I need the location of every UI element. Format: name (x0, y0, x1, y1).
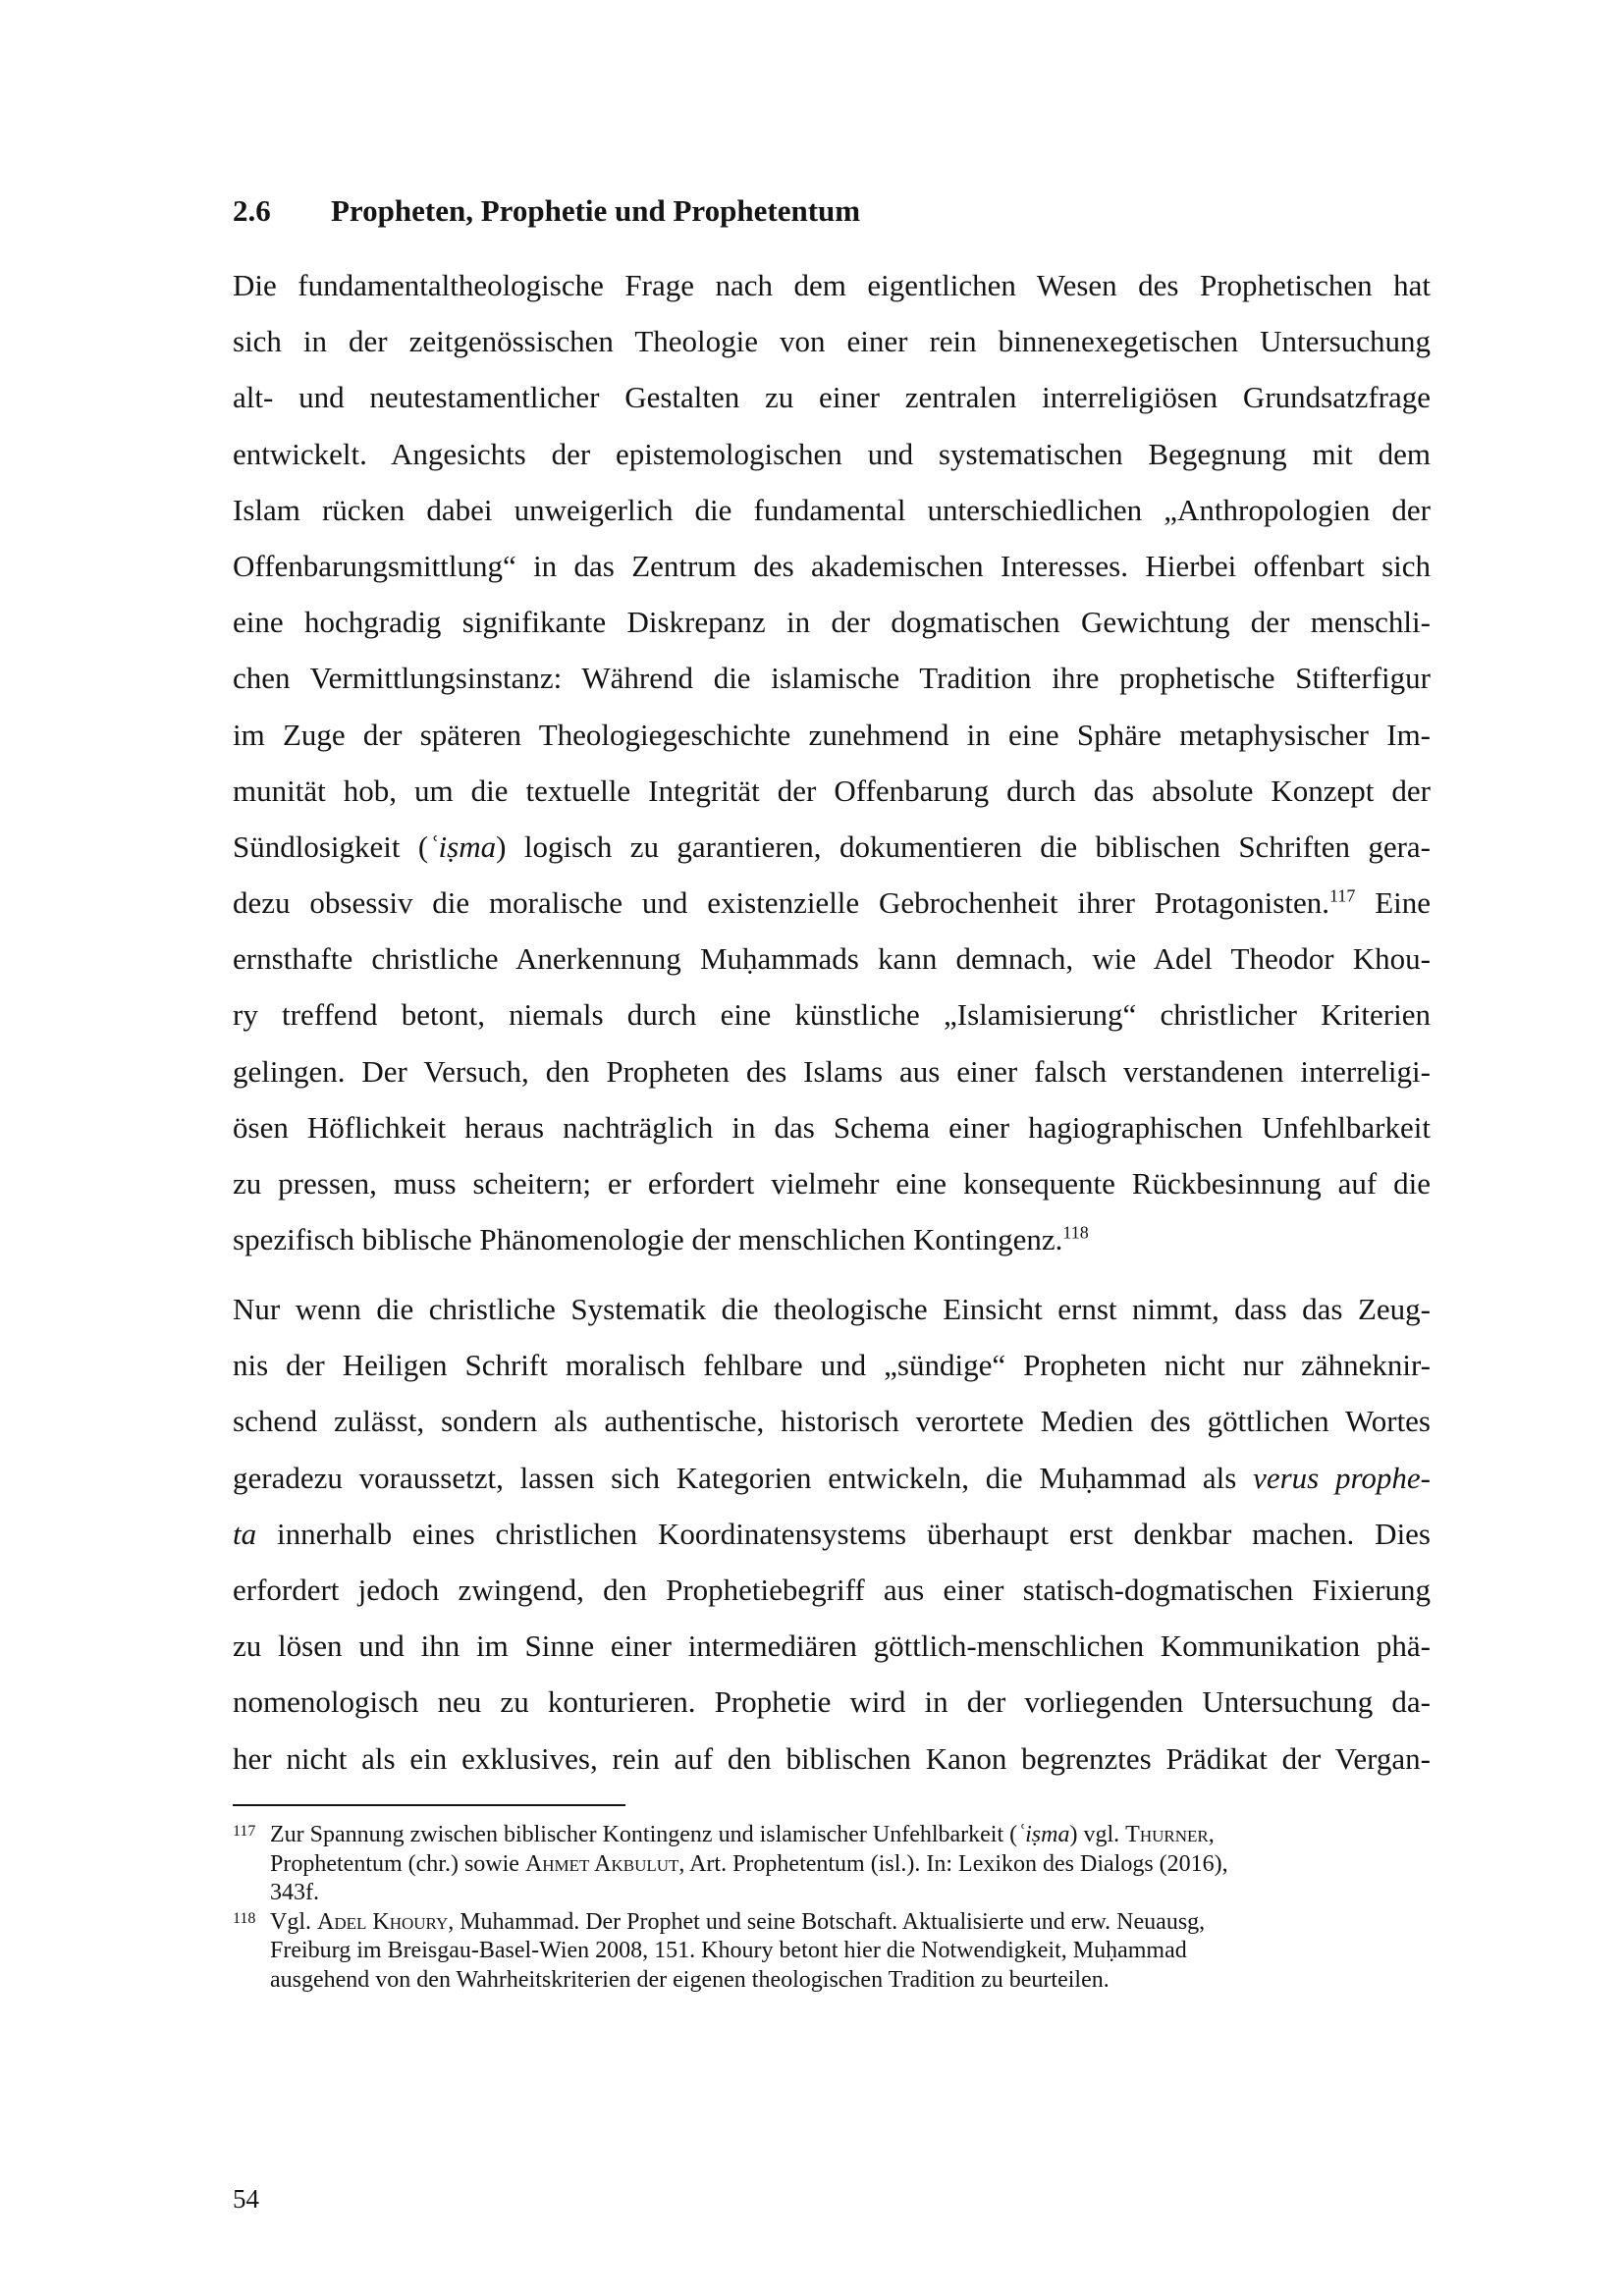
footnote-line: Freiburg im Breisgau-Basel-Wien 2008, 151. Khoury betont hier die Notwendigkeit, Muḥammad (270, 1938, 1187, 1963)
section-title: Propheten, Prophetie und Prophetentum (331, 193, 861, 228)
text-line: Offenbarungsmittlung“ in das Zentrum des akademischen Interesses. Hierbei offenbart sich (233, 548, 1431, 583)
text-line: alt- und neutestamentlicher Gestalten zu einer zentralen interreligiösen Grundsatzfrage (233, 380, 1431, 415)
text-line: Die fundamentaltheologische Frage nach dem eigentlichen Wesen des Prophetischen hat (233, 268, 1431, 302)
footnote-ref-117[interactable]: 117 (1328, 885, 1356, 906)
text-run: Prophetentum (chr.) sowie (270, 1850, 525, 1877)
text-line: zu pressen, muss scheitern; er erfordert vielmehr eine konsequente Rückbesinnung auf die (233, 1166, 1431, 1201)
text-run: geradezu voraussetzt, lassen sich Kategorien entwickeln, die Muḥammad als (233, 1460, 1254, 1495)
section-number: 2.6 (233, 193, 271, 228)
text-line: eine hochgradig signifikante Diskrepanz in der dogmatischen Gewichtung der menschli- (233, 605, 1431, 640)
text-line: Nur wenn die christliche Systematik die theologische Einsicht ernst nimmt, dass das Zeug- (233, 1292, 1431, 1326)
author-name: Thurner (1125, 1822, 1209, 1847)
text-line: ösen Höflichkeit heraus nachträglich in das Schema einer hagiographischen Unfehlbarkeit (233, 1109, 1431, 1145)
text-run: Zur Spannung zwischen biblischer Kontingenz und islamischer Unfehlbarkeit ( (270, 1822, 1018, 1847)
text-run: Sündlosigkeit ( (233, 828, 429, 864)
text-line: schend zulässt, sondern als authentische, historisch verortete Medien des göttlichen Wortes (233, 1404, 1431, 1439)
footnote-ref-118[interactable]: 118 (1062, 1222, 1089, 1243)
text-run: , Muhammad. Der Prophet und seine Botschaft. Aktualisierte und erw. Neuausg, (448, 1908, 1206, 1935)
text-line: chen Vermittlungsinstanz: Während die islamische Tradition ihre prophetische Stifterfigur (233, 661, 1431, 696)
text-run: innerhalb eines christlichen Koordinatensystems überhaupt erst denkbar machen. Dies (256, 1516, 1431, 1551)
italic-term-verus-propheta: verus prophe- (1253, 1460, 1431, 1495)
footnote-line (270, 1821, 1431, 1850)
text-line: ernsthafte christliche Anerkennung Muḥammads kann demnach, wie Adel Theodor Khou- (233, 941, 1431, 977)
paragraph-2 (233, 1281, 1431, 1787)
text-run: , Art. Prophetentum (isl.). In: Lexikon des Dialogs (2016), (678, 1850, 1228, 1877)
page-number: 54 (233, 2184, 259, 2214)
text-run: , (1208, 1822, 1215, 1847)
text-line: nis der Heiligen Schrift moralisch fehlbare und „sündige“ Propheten nicht nur zähneknir- (233, 1348, 1431, 1383)
text-run: Vgl. (270, 1908, 317, 1935)
paragraph-1 (233, 257, 1431, 1267)
text-line: sich in der zeitgenössischen Theologie von einer rein binnenexegetischen Untersuchung (233, 324, 1431, 359)
footnote-line (270, 1850, 1431, 1880)
text-line: im Zuge der späteren Theologiegeschichte zunehmend in eine Sphäre metaphysischer Im- (233, 717, 1431, 752)
footnote-separator (233, 1804, 625, 1806)
text-run: spezifisch biblische Phänomenologie der menschlichen Kontingenz. (233, 1222, 1063, 1257)
italic-term-isma: ʿiṣma (428, 828, 497, 864)
text-line: her nicht als ein exklusives, rein auf den biblischen Kanon begrenztes Prädikat der Vergan- (233, 1740, 1431, 1776)
text-line (233, 1211, 1431, 1267)
author-name: Adel Khoury (317, 1908, 449, 1935)
text-line: entwickelt. Angesichts der epistemologischen und systematischen Begegnung mit dem (233, 436, 1431, 471)
text-line: erfordert jedoch zwingend, den Prophetiebegriff aus einer statisch-dogmatischen Fixierung (233, 1572, 1431, 1607)
text-run: ) logisch zu garantieren, dokumentieren die biblischen Schriften gera- (496, 828, 1431, 864)
text-line: gelingen. Der Versuch, den Propheten des Islams aus einer falsch verstandenen interreligi- (233, 1053, 1431, 1089)
footnotes (233, 1821, 1431, 1995)
text-line (233, 875, 1431, 931)
author-name: Ahmet Akbulut (524, 1850, 679, 1877)
text-line (233, 1450, 1431, 1506)
text-line (233, 1506, 1431, 1562)
text-line: ry treffend betont, niemals durch eine künstliche „Islamisierung“ christlicher Kriterien (233, 997, 1431, 1033)
text-line: nomenologisch neu zu konturieren. Prophetie wird in der vorliegenden Untersuchung da- (233, 1684, 1431, 1720)
footnote-number: 118 (233, 1909, 256, 1927)
text-line: munität hob, um die textuelle Integrität der Offenbarung durch das absolute Konzept der (233, 773, 1431, 808)
italic-term-isma: ʿiṣma (1017, 1822, 1070, 1847)
footnote-line (270, 1908, 1431, 1938)
footnote-118 (233, 1908, 1431, 1996)
footnote-number: 117 (233, 1823, 256, 1840)
text-run: ) vgl. (1069, 1822, 1126, 1847)
italic-term-verus-propheta-cont: ta (233, 1516, 257, 1551)
section-heading (233, 189, 1431, 233)
footnote-line: ausgehend von den Wahrheitskriterien der eigenen theologischen Tradition zu beurteilen. (270, 1966, 1110, 1993)
text-line: zu lösen und ihn im Sinne einer intermediären göttlich-menschlichen Kommunikation phä- (233, 1629, 1431, 1664)
text-run: dezu obsessiv die moralische und existenzielle Gebrochenheit ihrer Protagonisten. (233, 885, 1329, 921)
text-line: Islam rücken dabei unweigerlich die fundamental unterschiedlichen „Anthropologien der (233, 492, 1431, 527)
footnote-line: 343f. (270, 1880, 319, 1905)
footnote-117 (233, 1821, 1431, 1908)
text-run: Eine (1355, 885, 1431, 921)
text-line (233, 819, 1431, 875)
